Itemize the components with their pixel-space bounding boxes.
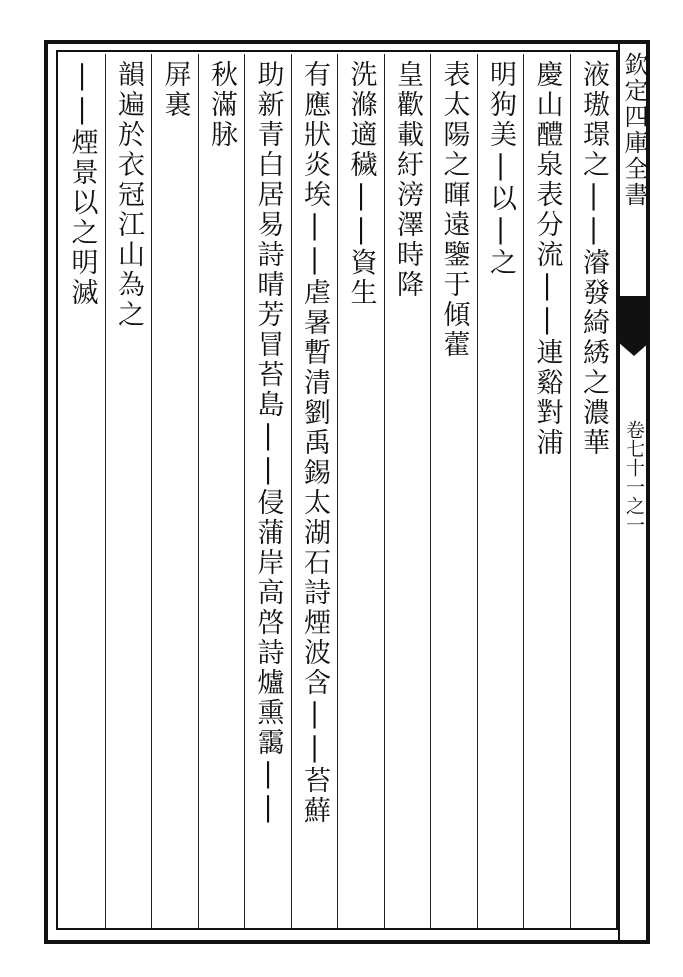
juan-label: 卷七十一之一 <box>623 420 645 534</box>
book-title: 欽定四庫全書 <box>620 52 648 208</box>
text-column-10: 屏裏 <box>151 54 198 928</box>
text-column-5: 皇歡載紆滂澤時降 <box>384 54 431 928</box>
text-column-2: 慶山醴泉表分流||連谿對浦 <box>523 54 570 928</box>
text-column-11: 韻遍於衣冠江山為之 <box>105 54 152 928</box>
text-column-4: 表太陽之暉遠鑒于傾藿 <box>430 54 477 928</box>
text-column-6: 洗滌適穢||資生 <box>337 54 384 928</box>
text-column-7: 有應狀炎埃||虐暑暫清劉禹錫太湖石詩煙波含||苔蘚 <box>291 54 338 928</box>
text-column-8: 助新青白居易詩晴芳冒苔島||侵蒲岸高啓詩爐熏靄|| <box>244 54 291 928</box>
text-column-1: 液璈璟之||濬發綺綉之濃華 <box>570 54 617 928</box>
text-column-9: 秋滿脉 <box>198 54 245 928</box>
text-column-12: ||煙景以之明滅 <box>66 60 98 308</box>
text-column-3: 明狗美|以|之 <box>477 54 524 928</box>
fishtail-mark <box>618 296 650 342</box>
text-columns <box>58 54 616 928</box>
